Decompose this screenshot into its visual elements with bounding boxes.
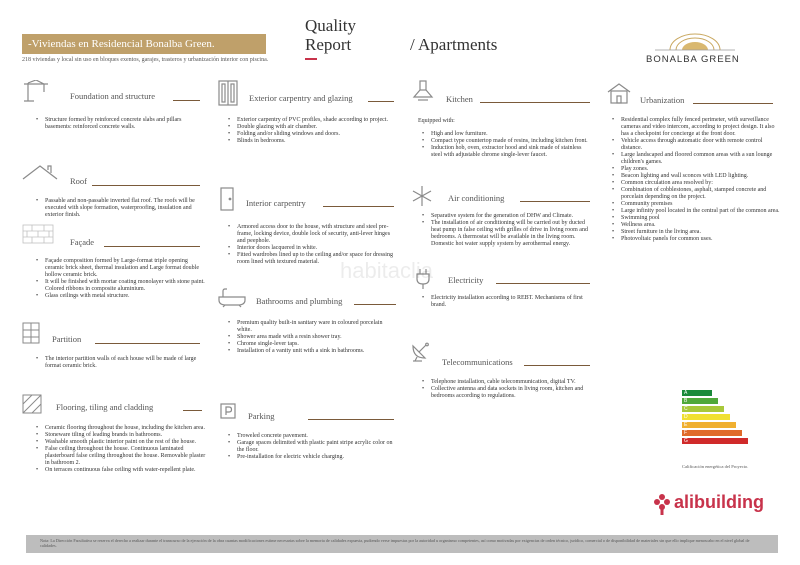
urbanization-title: Urbanization [640, 95, 685, 105]
footer-disclaimer: Nota: La Dirección Facultativa se reserva el derecho a realizar durante el transcurso de la ejecución de la obra cuantas modificaciones estime necesarias sobre la memoria de calidades expuesta, pudiendo verse impuestas por la autoridad u organismo competentes, así como motivadas por exigencias de orden técnico, jurídico, comercial o de disponibilidad de materiales sin que ello implique menoscabo en el nivel global de calidades. [26, 535, 778, 553]
facade-title: Façade [70, 237, 95, 247]
electricity-list [422, 295, 594, 309]
list-item: • Swimming pool [612, 215, 782, 222]
roof-title-line [92, 185, 200, 186]
list-item: • Washable smooth plastic interior paint on the rest of the house. [36, 439, 208, 446]
facade-title-line [104, 246, 200, 247]
air-list [422, 213, 594, 248]
partition-title: Partition [52, 334, 82, 344]
project-subtitle: 218 viviendas y local sin uso en bloques exentos, garajes, trasteros y urbanización interior con piscina. [22, 57, 269, 63]
brick-wall-icon [22, 224, 54, 244]
door-icon [220, 187, 234, 211]
list-item: • Photovoltaic panels for common uses. [612, 236, 782, 243]
bathtub-icon [218, 288, 246, 308]
telecom-list [422, 379, 594, 400]
flooring-title-line [183, 410, 202, 411]
list-item: • Blinds in bedrooms. [228, 138, 396, 145]
electricity-title-line [496, 283, 590, 284]
urbanization-list [612, 117, 782, 243]
kitchen-title: Kitchen [446, 94, 473, 104]
project-banner: -Viviendas en Residencial Bonalba Green. [22, 34, 266, 54]
list-item: • Large landscaped and floored common areas with a sun lounge children's games. [612, 152, 782, 166]
parking-list [228, 433, 396, 461]
list-item: • The interior partition walls of each house will be made of large format ceramic brick. [36, 356, 208, 370]
list-item: • Separative system for the generation of DHW and Climate. [422, 213, 594, 220]
apartments-heading: / Apartments [410, 35, 498, 54]
watermark: habitaclia [340, 258, 433, 283]
electricity-title: Electricity [448, 275, 484, 285]
report-heading: Report [305, 35, 352, 54]
list-item: • Façade composition formed by Large-format triple opening ceramic brick sheet, thermal insulation and Large format double hollow ceramic brick. [36, 258, 208, 279]
bonalba-sun-icon [650, 30, 740, 52]
list-item: • Electricity installation according to REBT. Mechanisms of first brand. [422, 295, 594, 309]
foundation-title-line [173, 100, 200, 101]
parking-icon [220, 403, 236, 419]
energy-caption: Calificación energética del Proyecto. [682, 464, 749, 469]
kitchen-list [422, 131, 592, 159]
quality-heading: Quality [305, 16, 356, 35]
list-item: • Shower area made with a resin shower tray. [228, 334, 396, 341]
list-item: • Chrome single-lever taps. [228, 341, 396, 348]
int-carpentry-title: Interior carpentry [246, 198, 306, 208]
list-item: • False ceiling throughout the house. Continuous laminated plasterboard false ceiling throughout the house. Removable plaster in bathroom 2. [36, 446, 208, 467]
air-title-line [520, 201, 590, 202]
list-item: • Folding and/or sliding windows and doors. [228, 131, 396, 138]
list-item: • Garage spaces delimited with plastic paint stripe acrylic color on the floor. [228, 440, 396, 454]
energy-bar-c: C [682, 406, 724, 412]
telecom-title-line [524, 365, 590, 366]
flooring-title: Flooring, tiling and cladding [56, 402, 154, 412]
bonalba-logo [650, 30, 740, 52]
list-item: • Large infinity pool located in the central part of the common area. [612, 208, 782, 215]
energy-bar-d: D [682, 414, 730, 420]
roof-list [36, 198, 206, 219]
list-item: • Collective antenna and data sockets in living room, kitchen and bedrooms according to regulations. [422, 386, 594, 400]
urbanization-title-line [693, 103, 773, 104]
list-item: • Installation of a vanity unit with a sink in bathrooms. [228, 348, 396, 355]
list-item: • Fitted wardrobes lined up to the ceiling and/or space for dressing room lined with textured material. [228, 252, 396, 266]
list-item: • Exterior carpentry of PVC profiles, shade according to project. [228, 117, 396, 124]
energy-bar-a: A [682, 390, 712, 396]
list-item: • High and low furniture. [422, 131, 592, 138]
alibuilding-symbol-icon [652, 492, 672, 516]
ext-carpentry-title: Exterior carpentry and glazing [249, 93, 353, 103]
parking-title: Parking [248, 411, 275, 421]
title-accent-bar [305, 58, 317, 60]
snowflake-icon [410, 184, 434, 208]
foundation-title: Foundation and structure [70, 91, 155, 101]
bathrooms-title-line [354, 304, 396, 305]
bathrooms-list [228, 320, 396, 355]
list-item: • Compact type countertop made of resins, including kitchen front. [422, 138, 592, 145]
energy-bar-e: E [682, 422, 736, 428]
list-item: • On terraces continuous false ceiling with water-repellent plate. [36, 467, 208, 474]
kitchen-intro: Equipped with: [418, 118, 455, 124]
list-item: • The installation of air conditioning will be carried out by ducted heat pump in false ceiling with grilles of drive in living room and bedrooms. A thermostat will be available in the living room. Domestic hot water supply system by aerothermal energy. [422, 220, 594, 248]
list-item: • Stoneware tiling of leading brands in bathrooms. [36, 432, 208, 439]
partition-icon [22, 322, 40, 344]
partition-list [36, 356, 208, 370]
kitchen-title-line [480, 102, 590, 103]
list-item: • Common circulation area resolved by: [612, 180, 782, 187]
house-icon [606, 82, 632, 104]
list-item: • It will be finished with mortar coating monolayer with stone paint. Colored ribbons in composite aluminium. [36, 279, 208, 293]
list-item: • Combination of cobblestones, asphalt, stamped concrete and porcelain depending on the project. [612, 187, 782, 201]
list-item: • Street furniture in the living area. [612, 229, 782, 236]
alibuilding-logo-text: alibuilding [674, 492, 764, 512]
list-item: • Ceramic flooring throughout the house, including the kitchen area. [36, 425, 208, 432]
ext-carpentry-title-line [368, 101, 394, 102]
roof-icon [22, 164, 58, 182]
list-item: • Premium quality built-in sanitary ware in coloured porcelain white. [228, 320, 396, 334]
energy-bar-f: F [682, 430, 742, 436]
parking-title-line [308, 419, 394, 420]
list-item: • Residential complex fully fenced perimeter, with surveillance cameras and video intercom, according to project design. It also has a checkpoint for concierge at the front door. [612, 117, 782, 138]
list-item: • Play zones. [612, 166, 782, 173]
list-item: • Structure formed by reinforced concrete slabs and pillars basements: reinforced concrete walls. [36, 117, 206, 131]
list-item: • Passable and non-passable inverted flat roof. The roofs will be executed with slope formation, waterproofing, insulation and exterior finish. [36, 198, 206, 219]
int-carpentry-title-line [323, 206, 394, 207]
telecom-title: Telecommunications [442, 357, 513, 367]
list-item: • Double glazing with air chamber. [228, 124, 396, 131]
flooring-list [36, 425, 208, 474]
window-icon [218, 80, 238, 106]
roof-title: Roof [70, 176, 87, 186]
list-item: • Glass ceilings with metal structure. [36, 293, 208, 300]
list-item: • Pre-installation for electric vehicle charging. [228, 454, 396, 461]
extractor-hood-icon [412, 80, 434, 102]
air-title: Air conditioning [448, 193, 505, 203]
list-item: • Induction hob, oven, extractor hood and sink made of stainless steel with adjustable chrome single-lever faucet. [422, 145, 592, 159]
bonalba-logo-text: BONALBA GREEN [646, 54, 740, 65]
energy-bar-b: B [682, 398, 718, 404]
list-item: • Troweled concrete pavement. [228, 433, 396, 440]
list-item: • Vehicle access through automatic door with remote control distance. [612, 138, 782, 152]
facade-list [36, 258, 208, 300]
list-item: • Wellness area. [612, 222, 782, 229]
list-item: • Beacon lighting and wall sconces with LED lighting. [612, 173, 782, 180]
list-item: • Community premises [612, 201, 782, 208]
list-item: • Interior doors lacquered in white. [228, 245, 396, 252]
satellite-dish-icon [410, 342, 432, 362]
foundation-list [36, 117, 206, 131]
parquet-icon [22, 394, 42, 414]
partition-title-line [95, 343, 200, 344]
list-item: • Telephone installation, cable telecommunication, digital TV. [422, 379, 594, 386]
list-item: • Armored access door to the house, with structure and steel pre-frame, locking device, double lock of security, anti-lever hinges and peephole. [228, 224, 396, 245]
bathrooms-title: Bathrooms and plumbing [256, 296, 343, 306]
crane-icon [22, 80, 50, 102]
energy-bar-g: G [682, 438, 748, 444]
ext-carpentry-list [228, 117, 396, 145]
energy-rating-chart [682, 390, 752, 460]
